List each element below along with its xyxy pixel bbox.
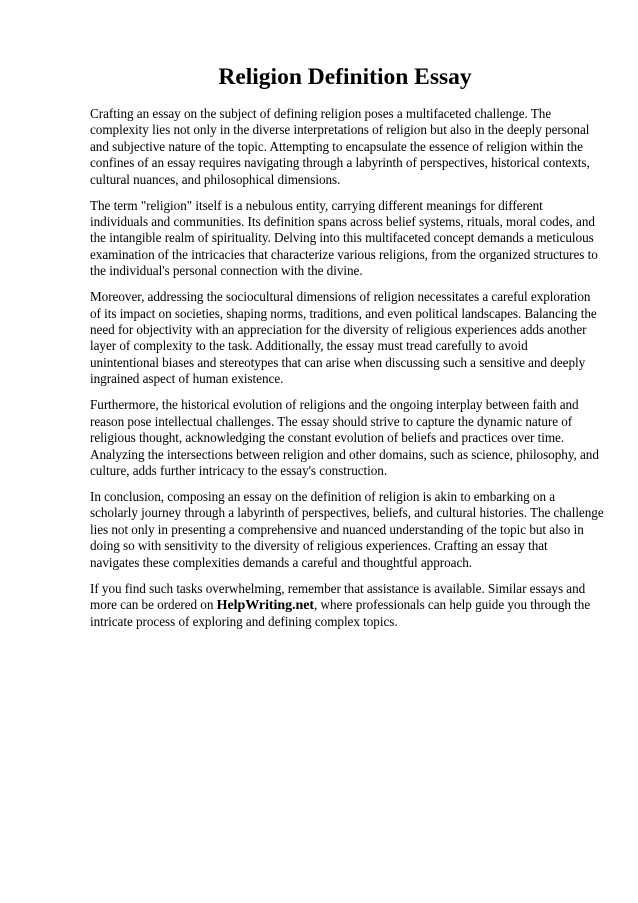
text-segment: more can be ordered on [90,596,217,612]
paragraph-sociocultural [90,289,597,387]
text-line: Analyzing the intersections between religion and other domains, such as science, philosophy, and [90,446,599,462]
text-line: culture, adds further intricacy to the essay's construction. [90,462,388,478]
text-line: the intangible realm of spirituality. Delving into this multifaceted concept demands a meticulous [90,230,594,246]
text-line: The term "religion" itself is a nebulous entity, carrying different meanings for different [90,197,543,213]
document-title: Religion Definition Essay [218,64,472,90]
text-line: confines of an essay requires navigating through a labyrinth of perspectives, historical contexts, [90,155,590,171]
text-line-with-link [90,597,594,614]
text-line: lies not only in presenting a comprehensive and nuanced understanding of the topic but also in [90,521,584,537]
text-line: Moreover, addressing the sociocultural dimensions of religion necessitates a careful exploration [90,289,591,305]
paragraph-final [90,581,594,631]
text-line: intricate process of exploring and defining complex topics. [90,614,398,630]
text-line: If you find such tasks overwhelming, remember that assistance is available. Similar essays and [90,580,586,596]
text-line: the individual's personal connection with the divine. [90,263,363,279]
text-line: In conclusion, composing an essay on the definition of religion is akin to embarking on a [90,488,556,504]
text-line: religious thought, acknowledging the constant evolution of beliefs and practices over time. [90,430,565,446]
text-line: of its impact on societies, shaping norms, traditions, and even political landscapes. Balancing the [90,305,597,321]
text-line: reason pose intellectual challenges. The essay should strive to capture the dynamic nature of [90,413,573,429]
text-line: layer of complexity to the task. Additionally, the essay must tread carefully to avoid [90,338,528,354]
text-line: ingrained aspect of human existence. [90,371,284,387]
text-line: need for objectivity with an appreciation for the diversity of religious experiences adds another [90,322,587,338]
text-line: and subjective nature of the topic. Attempting to encapsulate the essence of religion within the [90,138,583,154]
text-line: examination of the intricacies that characterize various religions, from the organized structures to [90,246,598,262]
paragraph-conclusion [90,488,604,571]
text-segment: , where professionals can help guide you through the [314,596,591,612]
text-line: doing so with sensitivity to the diversity of religious experiences. Crafting an essay that [90,538,548,554]
helpwriting-link[interactable]: HelpWriting.net [216,597,315,613]
text-line: Crafting an essay on the subject of defining religion poses a multifaceted challenge. The [90,106,552,121]
text-line: scholarly journey through a labyrinth of perspectives, beliefs, and cultural histories. The challenge [90,505,604,521]
paragraph-historical [90,397,599,479]
text-line: navigates these complexities demands a careful and thoughtful approach. [90,554,473,570]
paragraph-term [90,197,598,280]
text-line: unintentional biases and stereotypes that can arise when discussing such a sensitive and deeply [90,354,586,370]
text-line: Furthermore, the historical evolution of religions and the ongoing interplay between faith and [90,397,579,413]
paragraph-intro [90,106,594,188]
text-line: individuals and communities. Its definition spans across belief systems, rituals, moral codes, and [90,214,595,230]
text-line: cultural nuances, and philosophical dimensions. [90,171,341,187]
text-line: complexity lies not only in the diverse interpretations of religion but also in the deeply personal [90,122,590,138]
